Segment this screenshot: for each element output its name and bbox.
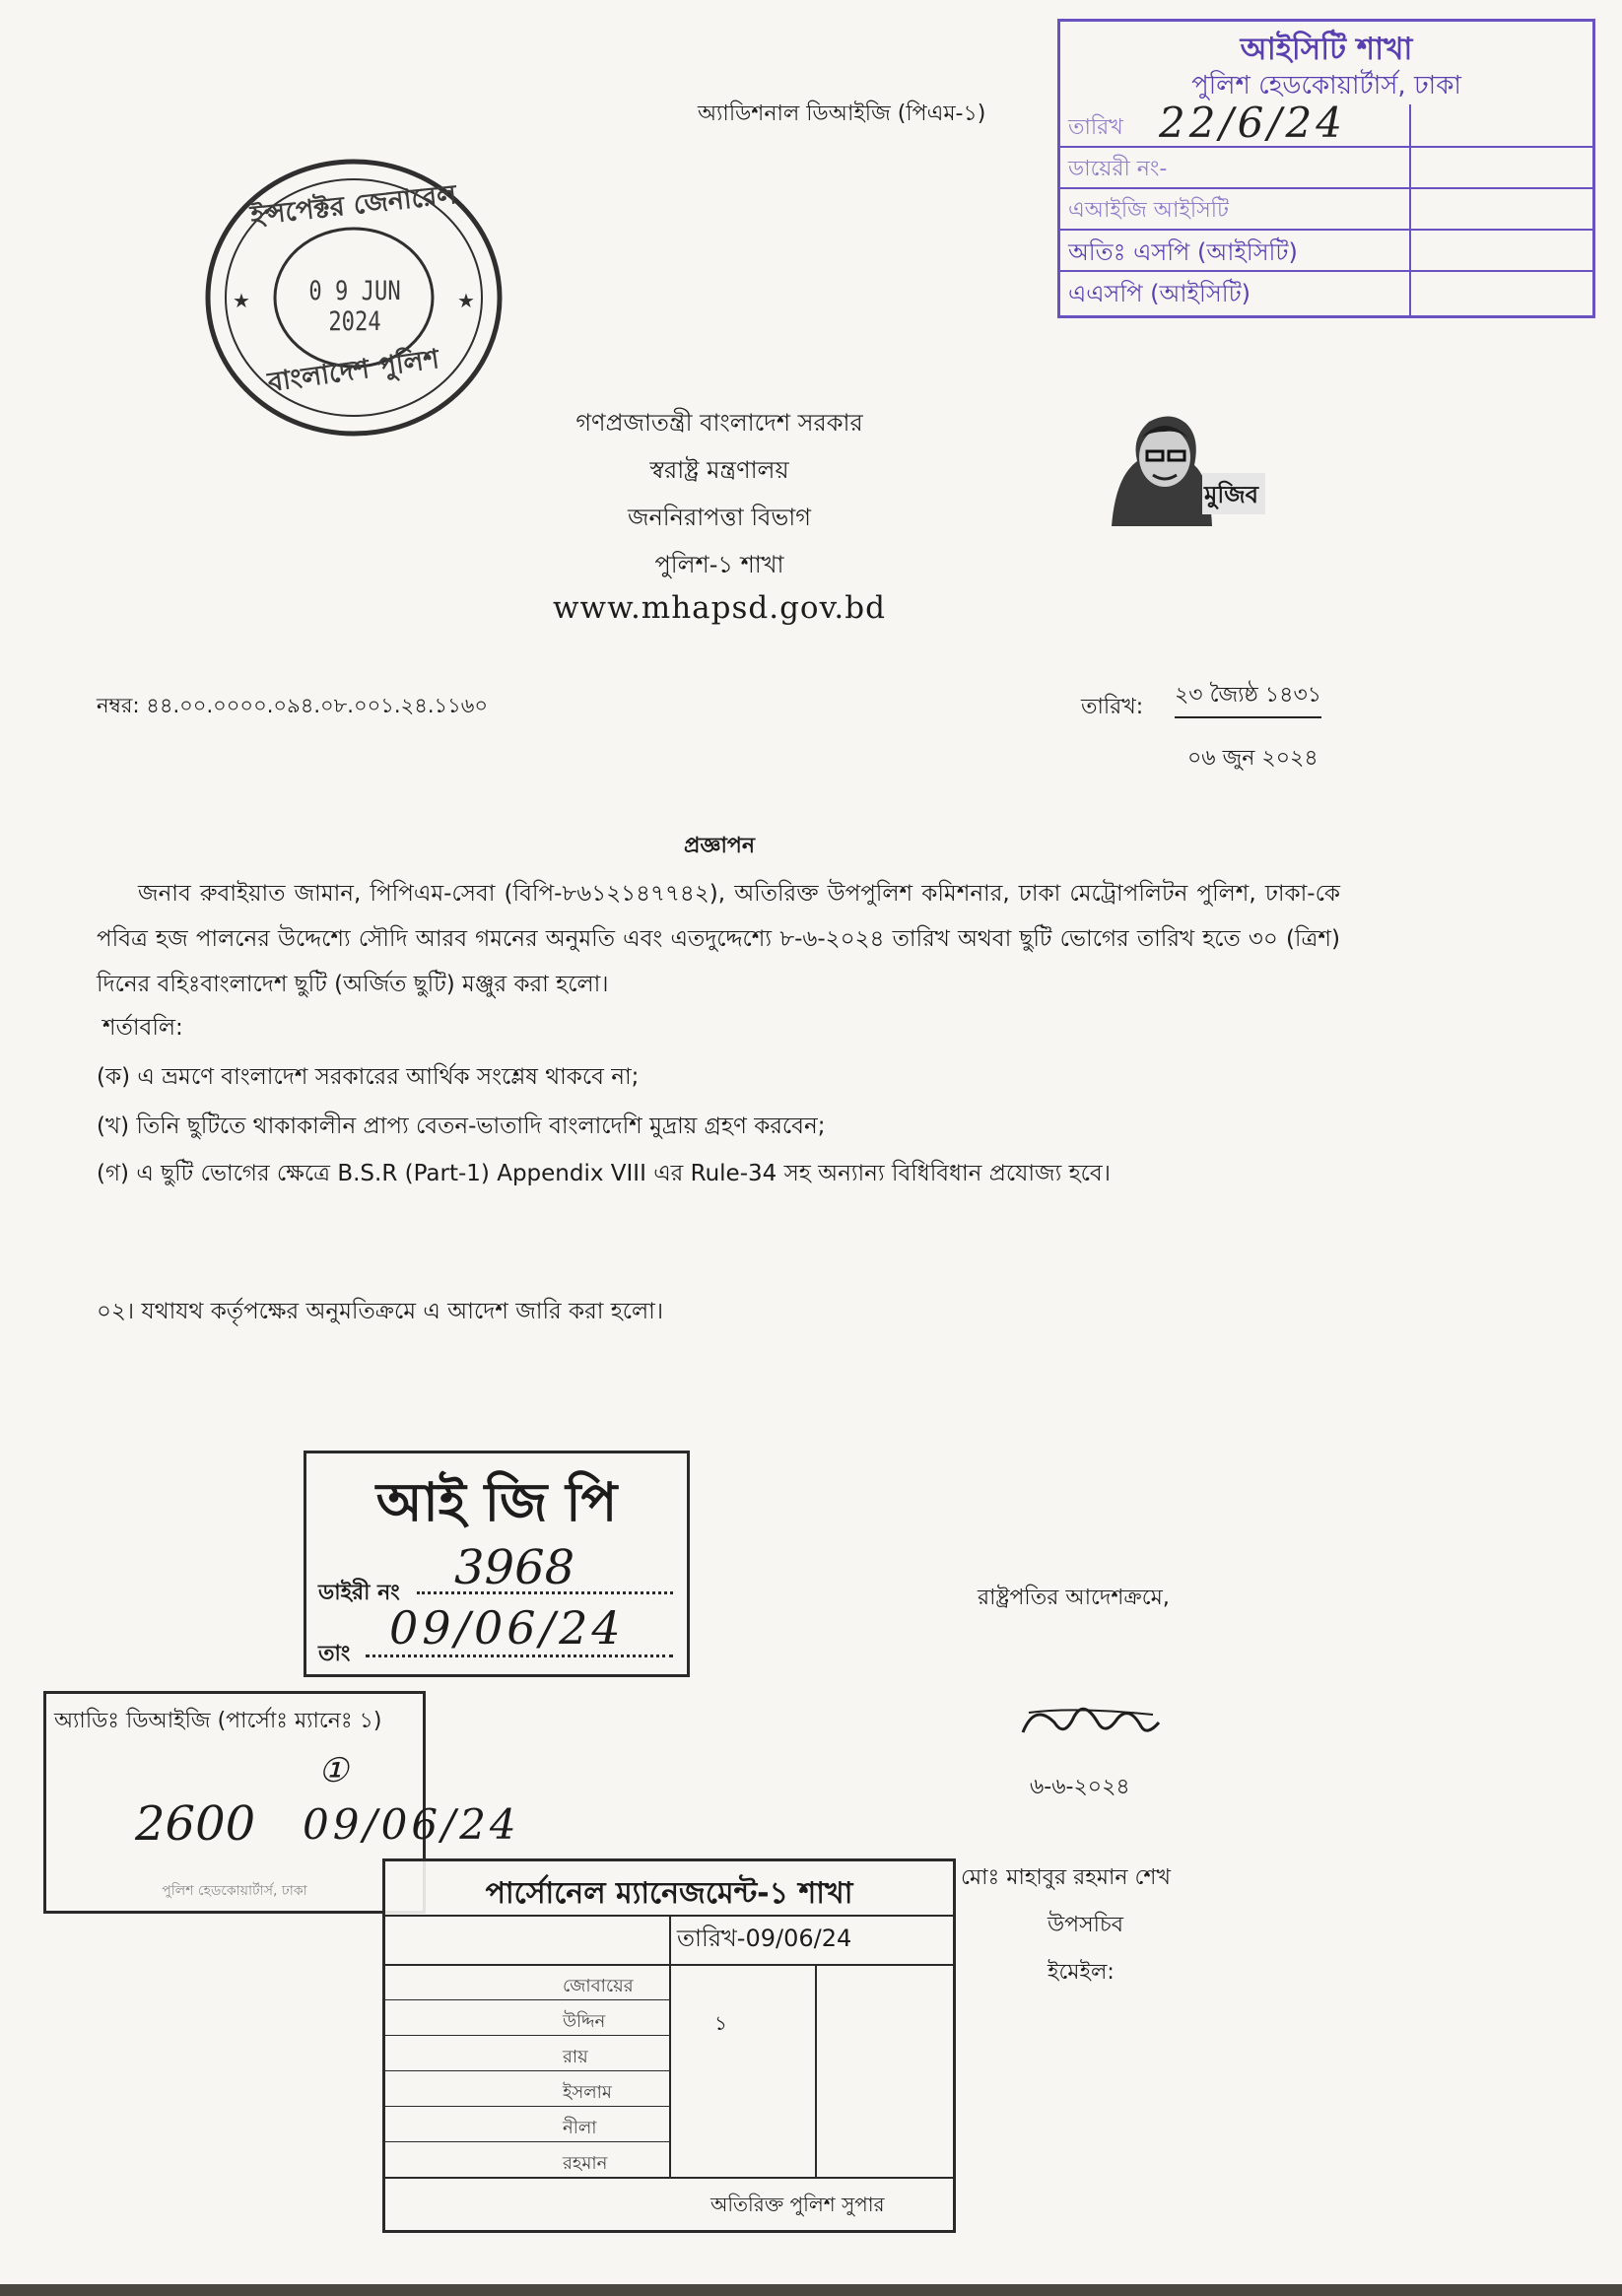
ict-handwritten-date: 22/6/24 [1159,99,1346,147]
svg-text:★: ★ [233,289,250,312]
ict-stamp-subtitle: পুলিশ হেডকোয়ার্টার্স, ঢাকা [1191,71,1461,101]
ict-stamp-grid [1060,99,1592,315]
personnel-management-stamp [382,1858,956,2233]
signature-date: ৬-৬-২০২৪ [1030,1775,1130,1799]
mujib-logo [1092,408,1269,528]
igp-stamp-title: আই জি পি [375,1471,618,1533]
date-english: ০৬ জুন ২০২৪ [1187,746,1318,771]
igp-date-label: তাং [318,1642,351,1666]
scan-edge [0,2284,1622,2296]
addl-date-value: 09/06/24 [303,1800,520,1849]
division-title: জননিরাপত্তা বিভাগ [628,504,811,531]
govt-title: গণপ্রজাতন্ত্রী বাংলাদেশ সরকার [575,409,863,437]
seal-date: 0 9 JUN 2024 [308,276,401,337]
conditions-title: শর্তাবলি: [102,1015,183,1041]
pm-row-4: ইসলাম [563,2082,612,2103]
svg-text:★: ★ [457,289,475,312]
pm-stamp-footer: অতিরিক্ত পুলিশ সুপার [710,2193,885,2216]
ict-row-diary: ডায়েরী নং- [1068,157,1168,181]
pm-stamp-date: তারিখ-09/06/24 [677,1925,852,1952]
website-url: www.mhapsd.gov.bd [553,590,886,626]
addl-dig-note: অ্যাডিশনাল ডিআইজি (পিএম-১) [698,101,986,126]
ict-branch-stamp [1057,19,1595,318]
igp-date-value: 09/06/24 [389,1601,625,1654]
addl-stamp-title: অ্যাডিঃ ডিআইজি (পার্সোঃ ম্যানেঃ ১) [54,1709,382,1733]
pm-row-2: উদ্দিন [563,2011,606,2032]
memo-number: নম্বর: ৪৪.০০.০০০০.০৯৪.০৮.০০১.২৪.১১৬০ [97,694,489,717]
order-line: রাষ্ট্রপতির আদেশক্রমে, [978,1586,1170,1610]
notice-title: প্রজ্ঞাপন [684,834,755,858]
condition-b: (খ) তিনি ছুটিতে থাকাকালীন প্রাপ্য বেতন-ভাতাদি বাংলাদেশি মুদ্রায় গ্রহণ করবেন; [97,1114,826,1139]
signatory-designation: উপসচিব [1048,1913,1124,1937]
email-label: ইমেইল: [1048,1960,1115,1985]
mujib-logo-caption: মুজিব [1204,481,1259,508]
pm-row-3: রায় [563,2047,588,2067]
clause-2: ০২। যথাযথ কর্তৃপক্ষের অনুমতিক্রমে এ আদেশ জারি করা হলো। [97,1299,664,1324]
pm-row-6: রহমান [563,2153,608,2174]
ict-row-aig: এআইজি আইসিটি [1068,198,1230,223]
pm-stamp-title: পার্সোনেল ম্যানেজমেন্ট-১ শাখা [485,1876,853,1911]
igp-diary-label: ডাইরী নং [318,1581,400,1605]
pm-row-5: নীলা [563,2118,597,2138]
condition-c: (গ) এ ছুটি ভোগের ক্ষেত্রে B.S.R (Part-1) Appendix VIII এর Rule-34 সহ অন্যান্য বিধিবিধান প্রযোজ্য হবে। [97,1161,1111,1186]
pm-mark: ১ [714,2011,727,2035]
addl-stamp-footer: পুলিশ হেডকোয়ার্টার্স, ঢাকা [162,1883,307,1899]
inspector-general-seal [203,158,505,438]
ministry-title: স্বরাষ্ট্র মন্ত্রণালয় [649,456,789,484]
ict-row-date: তারিখ [1068,115,1123,140]
ict-row-asp: এএসপি (আইসিটি) [1068,280,1251,307]
date-label: তারিখ: [1081,695,1144,719]
signature-mark [1015,1693,1163,1752]
addl-stamp-mark: ① [318,1751,349,1790]
igp-stamp [304,1451,690,1677]
addl-diary-number: 2600 [135,1796,256,1852]
igp-diary-number: 3968 [454,1540,575,1595]
seal-bottom-text: বাংলাদেশ পুলিশ [265,343,441,399]
ict-stamp-title: আইসিটি শাখা [1240,32,1413,67]
ict-row-addl-sp: অতিঃ এসপি (আইসিটি) [1068,238,1298,266]
signature-scribble [1015,1693,1163,1752]
addl-dig-stamp [43,1691,520,1914]
condition-a: (ক) এ ভ্রমণে বাংলাদেশ সরকারের আর্থিক সংশ্লেষ থাকবে না; [97,1064,640,1090]
notice-paragraph: জনাব রুবাইয়াত জামান, পিপিএম-সেবা (বিপি-৮৬১২১৪৭৭৪২), অতিরিক্ত উপপুলিশ কমিশনার, ঢাকা মেট্রোপলিটন পুলিশ, ঢাকা-কে পবিত্র হজ পালনের উদ্দেশ্যে সৌদি আরব গমনের অনুমতি এবং এতদুদ্দেশ্যে ৮-৬-২০২৪ তারিখ অথবা ছুটি ভোগের তারিখ হতে ৩০ (ত্রিশ) দিনের বহিঃবাংলাদেশ ছুটি (অর্জিত ছুটি) মঞ্জুর করা হলো। [97,881,1340,997]
seal-top-text: ইন্সপেক্টর জেনারেল [248,179,458,232]
signatory-name: মোঃ মাহাবুর রহমান শেখ [961,1865,1171,1890]
date-bangla: ২৩ জ্যৈষ্ঠ ১৪৩১ [1175,678,1321,718]
branch-title: পুলিশ-১ শাখা [654,551,784,578]
pm-row-1: জোবায়ের [563,1976,634,1996]
